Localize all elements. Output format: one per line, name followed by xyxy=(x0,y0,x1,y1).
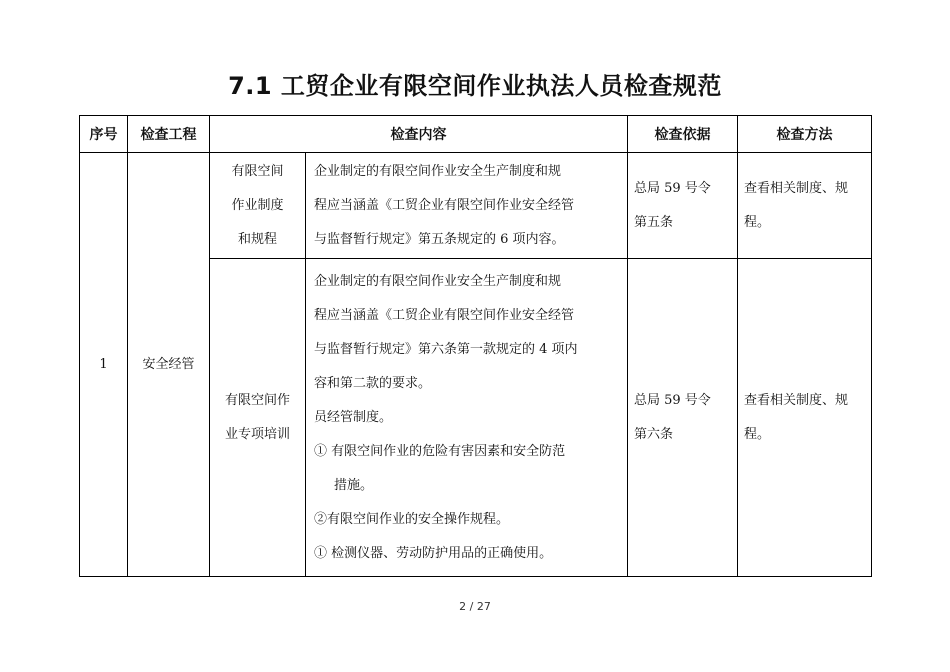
subitem-cell xyxy=(210,153,306,259)
page-current: 2 xyxy=(459,600,467,613)
basis-line: 第五条 xyxy=(634,214,674,230)
content-line: 员经管制度。 xyxy=(314,409,393,425)
content-line: 与监督暂行规定》第五条规定的 6 项内容。 xyxy=(314,231,565,247)
subitem-line: 有限空间作 xyxy=(224,392,290,408)
basis-line: 第六条 xyxy=(634,426,674,442)
header-method: 检查方法 xyxy=(738,116,872,153)
basis-line: 总局 59 号令 xyxy=(634,180,711,196)
method-line: 程。 xyxy=(744,426,771,442)
header-content: 检查内容 xyxy=(210,116,628,153)
header-seq: 序号 xyxy=(80,116,128,153)
header-basis: 检查依据 xyxy=(628,116,738,153)
method-line: 查看相关制度、规 xyxy=(744,180,849,196)
content-line: ① 检测仪器、劳动防护用品的正确使用。 xyxy=(314,545,553,561)
page-title: 7.1 工贸企业有限空间作业执法人员检查规范 xyxy=(228,72,722,100)
method-cell xyxy=(738,259,872,577)
page-separator: / xyxy=(469,600,474,613)
row-seq: 1 xyxy=(80,153,128,577)
content-line: 与监督暂行规定》第六条第一款规定的 4 项内 xyxy=(314,341,578,357)
subitem-line: 作业制度 xyxy=(231,197,284,213)
content-line: 措施。 xyxy=(334,477,374,493)
subitem-line: 有限空间 xyxy=(231,163,284,179)
table-row xyxy=(80,153,872,259)
method-line: 查看相关制度、规 xyxy=(744,392,849,408)
content-cell xyxy=(306,153,628,259)
basis-cell xyxy=(628,153,738,259)
header-project: 检查工程 xyxy=(128,116,210,153)
row-project: 安全经管 xyxy=(128,153,210,577)
content-line: ②有限空间作业的安全操作规程。 xyxy=(314,511,510,527)
page-number xyxy=(0,600,950,613)
basis-cell xyxy=(628,259,738,577)
content-line: 程应当涵盖《工贸企业有限空间作业安全经管 xyxy=(314,197,575,213)
content-line: 程应当涵盖《工贸企业有限空间作业安全经管 xyxy=(314,307,575,323)
basis-line: 总局 59 号令 xyxy=(634,392,711,408)
subitem-line: 业专项培训 xyxy=(224,426,290,442)
content-line: ① 有限空间作业的危险有害因素和安全防范 xyxy=(314,443,566,459)
subitem-line: 和规程 xyxy=(237,231,277,247)
subitem-cell xyxy=(210,259,306,577)
method-line: 程。 xyxy=(744,214,771,230)
content-cell xyxy=(306,259,628,577)
page-total: 27 xyxy=(476,600,491,613)
content-line: 企业制定的有限空间作业安全生产制度和规 xyxy=(314,163,562,179)
method-cell xyxy=(738,153,872,259)
inspection-table xyxy=(79,115,872,577)
header-row xyxy=(80,116,872,153)
content-line: 企业制定的有限空间作业安全生产制度和规 xyxy=(314,273,562,289)
content-line: 容和第二款的要求。 xyxy=(314,375,432,391)
